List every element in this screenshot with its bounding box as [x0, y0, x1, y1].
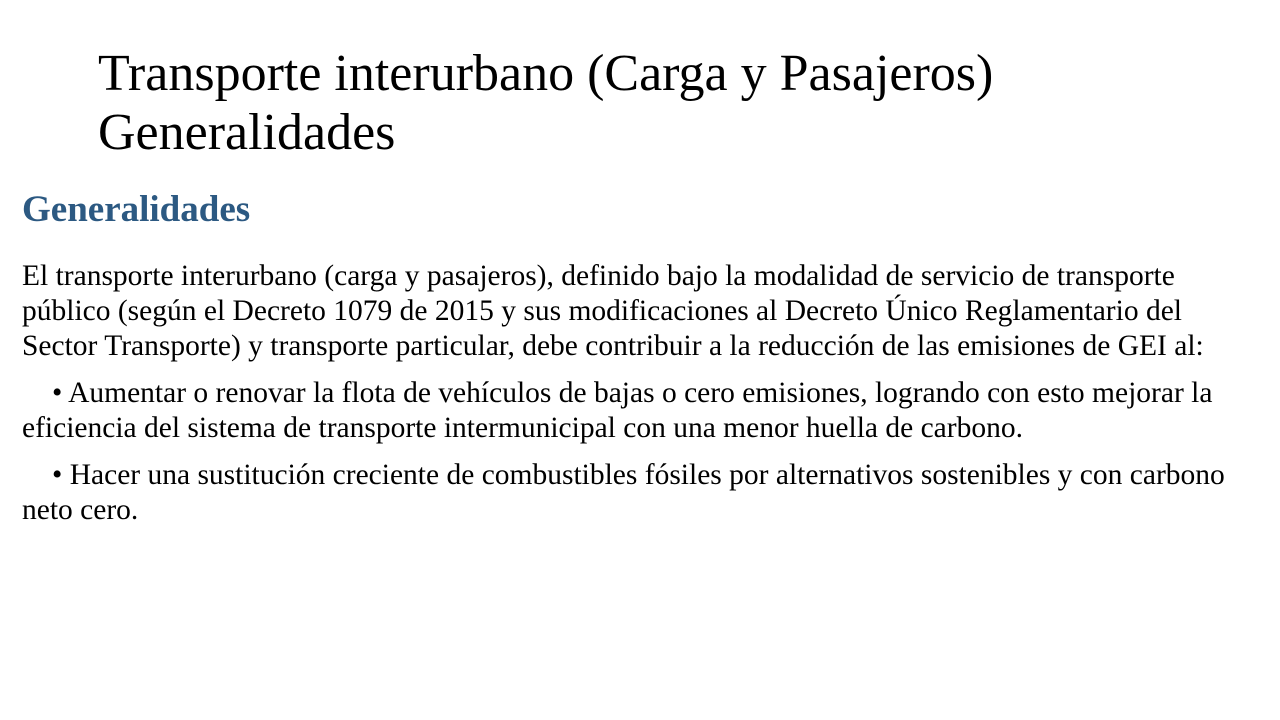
intro-paragraph: El transporte interurbano (carga y pasajeros), definido bajo la modalidad de servicio de transporte público (según el Decreto 1079 de 2015 y sus modificaciones al Decreto Único Reglamentario del Sector Transporte) y transporte particular, debe contribuir a la reducción de las emisiones de GEI al:	[22, 260, 1204, 362]
bullet-item-fleet: • Aumentar o renovar la flota de vehículos de bajas o cero emisiones, logrando con esto mejorar la eficiencia del sistema de transporte intermunicipal con una menor huella de carbono.	[22, 377, 1213, 444]
slide-body	[22, 259, 1262, 540]
slide-title	[98, 44, 1258, 162]
slide-title-line-2: Generalidades	[98, 104, 396, 161]
slide-title-line-1: Transporte interurbano (Carga y Pasajeros)	[98, 45, 994, 102]
section-heading: Generalidades	[22, 189, 251, 230]
bullet-item-fuel: • Hacer una sustitución creciente de combustibles fósiles por alternativos sostenibles y con carbono neto cero.	[22, 459, 1225, 526]
